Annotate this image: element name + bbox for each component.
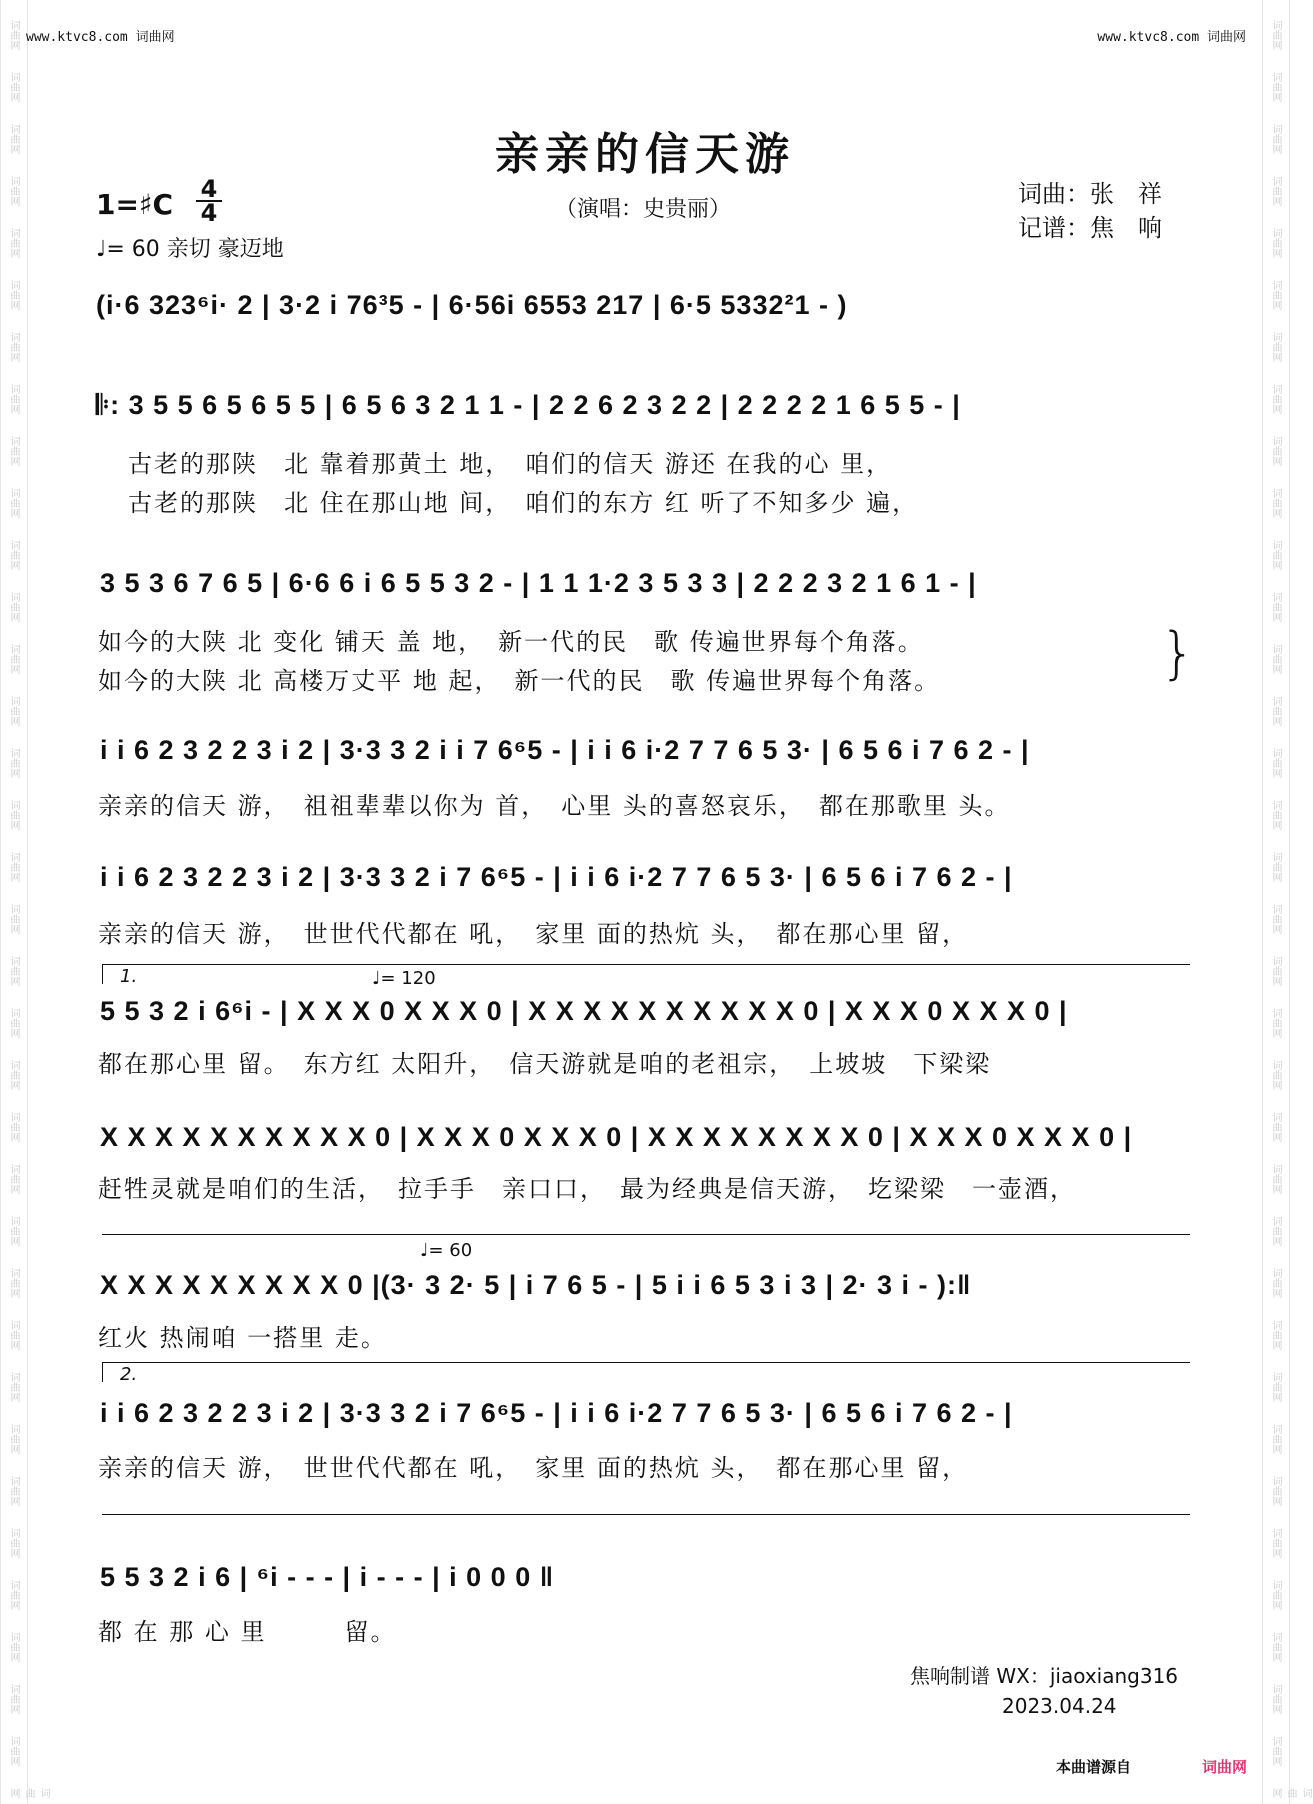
side-watermark-text: 词曲网 — [8, 1580, 19, 1610]
side-watermark-text: 词曲网 — [1270, 124, 1281, 154]
staff-line-3: i i 6 2 3 2 2 3 i 2 | 3·3 3 2 i i 7 6⁶5 - | i i 6 i·2 7 7 6 5 3· | 6 5 6 i 7 6 2 - | — [100, 735, 1030, 765]
singer-credit: （演唱：史贵丽） — [555, 197, 732, 222]
arrangement-date: 2023.04.24 — [1002, 1694, 1117, 1718]
side-watermark-text: 词曲网 — [1270, 852, 1281, 882]
side-watermark-text: 词曲网 — [8, 176, 19, 206]
side-watermark-text: 词曲网 — [1270, 956, 1281, 986]
lyric-line-2b: 如今的大陕 北 高楼万丈平 地 起， 新一代的民 歌 传遍世界每个角落。 — [98, 667, 941, 695]
side-watermark-text: 词曲网 — [1270, 1008, 1281, 1038]
side-watermark-text: 词曲网 — [1270, 332, 1281, 362]
volta-1-extension — [102, 1234, 1190, 1235]
staff-line-8: i i 6 2 3 2 2 3 i 2 | 3·3 3 2 i 7 6⁶5 - | i i 6 i·2 7 7 6 5 3· | 6 5 6 i 7 6 2 - | — [100, 1398, 1013, 1428]
side-watermark-text: 词曲网 — [8, 1372, 19, 1402]
key-signature: 1=♯C — [96, 188, 174, 221]
side-watermark-text: 词曲网 — [1270, 904, 1281, 934]
source-label: 本曲谱源自 — [1056, 1758, 1132, 1776]
lyric-line-5: 都在那心里 留。 东方红 太阳升， 信天游就是咱的老祖宗， 上坡坡 下梁梁 — [98, 1050, 992, 1078]
side-watermark-text: 词曲网 — [1270, 696, 1281, 726]
side-watermark-text: 词曲网 — [8, 748, 19, 778]
side-watermark-text: 词曲网 — [8, 72, 19, 102]
left-watermark-strip — [0, 0, 49, 1804]
staff-line-2: 3 5 3 6 7 6 5 | 6·6 6 i 6 5 5 3 2 - | 1 1 1·2 3 5 3 3 | 2 2 2 3 2 1 6 1 - | — [100, 568, 977, 598]
tempo-change-60: ♩= 60 — [420, 1240, 473, 1261]
tempo-change-120: ♩= 120 — [372, 968, 436, 989]
side-watermark-text: 词曲网 — [8, 592, 19, 622]
time-sig-bottom: 4 — [196, 200, 222, 224]
side-watermark-text: 词曲网 — [8, 1788, 49, 1798]
side-watermark-text: 词曲网 — [1270, 800, 1281, 830]
side-watermark-text: 词曲网 — [1270, 1632, 1281, 1662]
side-watermark-text: 词曲网 — [8, 384, 19, 414]
watermark-left: www.ktvc8.com 词曲网 — [26, 30, 175, 45]
volta-2-hook — [102, 1362, 103, 1382]
side-watermark-text: 词曲网 — [1270, 1528, 1281, 1558]
side-watermark-text: 词曲网 — [1270, 384, 1281, 414]
side-watermark-text: 词曲网 — [1270, 1580, 1281, 1610]
side-watermark-text: 词曲网 — [1270, 1788, 1311, 1798]
side-watermark-text: 词曲网 — [8, 1216, 19, 1246]
source-site-link[interactable]: 词曲网 — [1202, 1758, 1248, 1776]
staff-line-1: 𝄆: 3 5 5 6 5 6 5 5 | 6 5 6 3 2 1 1 - | 2 2 6 2 3 2 2 | 2 2 2 2 1 6 5 5 - | — [96, 390, 961, 420]
lyric-line-2a: 如今的大陕 北 变化 铺天 盖 地， 新一代的民 歌 传遍世界每个角落。 — [98, 628, 924, 656]
side-watermark-text: 词曲网 — [8, 956, 19, 986]
side-watermark-text: 词曲网 — [1270, 280, 1281, 310]
side-watermark-text: 词曲网 — [1270, 1216, 1281, 1246]
side-watermark-text: 词曲网 — [1270, 1320, 1281, 1350]
side-watermark-text: 词曲网 — [8, 644, 19, 674]
staff-line-5: 5 5 3 2 i 6⁶i - | X X X 0 X X X 0 | X X X X X X X X X X 0 | X X X 0 X X X 0 | — [100, 996, 1068, 1026]
repeat-brace: } — [1160, 621, 1196, 686]
side-watermark-text: 词曲网 — [1270, 1372, 1281, 1402]
side-watermark-text: 词曲网 — [8, 852, 19, 882]
side-watermark-text: 词曲网 — [1270, 540, 1281, 570]
side-watermark-text: 词曲网 — [1270, 1060, 1281, 1090]
side-watermark-text: 词曲网 — [1270, 1164, 1281, 1194]
volta-2-label: 2. — [120, 1364, 138, 1385]
time-signature — [196, 175, 222, 227]
lyric-line-3: 亲亲的信天 游， 祖祖辈辈以你为 首， 心里 头的喜怒哀乐， 都在那歌里 头。 — [98, 792, 1011, 820]
lyric-line-9: 都 在 那 心 里 留。 — [98, 1618, 397, 1646]
side-watermark-text: 词曲网 — [8, 540, 19, 570]
side-watermark-text: 词曲网 — [1270, 644, 1281, 674]
side-watermark-text: 词曲网 — [8, 1736, 19, 1766]
side-watermark-text: 词曲网 — [1270, 1112, 1281, 1142]
side-watermark-text: 词曲网 — [1270, 1684, 1281, 1714]
side-watermark-text: 词曲网 — [8, 800, 19, 830]
side-watermark-text: 词曲网 — [8, 1112, 19, 1142]
side-watermark-text: 词曲网 — [8, 1164, 19, 1194]
side-watermark-text: 词曲网 — [1270, 1424, 1281, 1454]
side-watermark-text: 词曲网 — [8, 20, 19, 50]
side-watermark-text: 词曲网 — [8, 1632, 19, 1662]
right-watermark-strip — [1262, 0, 1311, 1804]
side-watermark-text: 词曲网 — [8, 696, 19, 726]
side-watermark-text: 词曲网 — [1270, 1476, 1281, 1506]
volta-1-bracket — [102, 964, 1190, 965]
lyric-line-6: 赶牲灵就是咱们的生活， 拉手手 亲口口， 最为经典是信天游， 圪梁梁 一壶酒， — [98, 1175, 1076, 1203]
side-watermark-text: 词曲网 — [8, 228, 19, 258]
volta-2-bracket — [102, 1362, 1190, 1363]
staff-line-intro: (i·6 323⁶i· 2 | 3·2 i 76³5 - | 6·56i 6553 217 | 6·5 5332²1 - ) — [96, 290, 848, 320]
lyric-line-8: 亲亲的信天 游， 世世代代都在 吼， 家里 面的热炕 头， 都在那心里 留， — [98, 1454, 969, 1482]
side-watermark-text: 词曲网 — [8, 1684, 19, 1714]
staff-line-7: X X X X X X X X X 0 |(3· 3 2· 5 | i 7 6 5 - | 5 i i 6 5 3 i 3 | 2· 3 i - ):‖ — [100, 1270, 972, 1300]
staff-line-6: X X X X X X X X X X 0 | X X X 0 X X X 0 | X X X X X X X X 0 | X X X 0 X X X 0 | — [100, 1122, 1133, 1152]
arranger-credit: 焦响制谱 WX：jiaoxiang316 — [910, 1664, 1179, 1688]
notation-credit: 记谱：焦 响 — [1018, 214, 1162, 242]
side-watermark-text: 词曲网 — [1270, 436, 1281, 466]
side-watermark-text: 词曲网 — [1270, 1736, 1281, 1766]
side-watermark-text: 词曲网 — [8, 1060, 19, 1090]
time-sig-top: 4 — [200, 175, 218, 203]
volta-1-label: 1. — [120, 966, 138, 987]
side-watermark-text: 词曲网 — [8, 1268, 19, 1298]
side-watermark-text: 词曲网 — [8, 1476, 19, 1506]
volta-1-hook — [102, 964, 103, 984]
lyric-line-7: 红火 热闹咱 一搭里 走。 — [98, 1324, 387, 1352]
staff-line-9: 5 5 3 2 i 6 | ⁶i - - - | i - - - | i 0 0 0 ‖ — [100, 1562, 555, 1592]
side-watermark-text: 词曲网 — [1270, 176, 1281, 206]
volta-2-extension — [102, 1514, 1190, 1515]
side-watermark-text: 词曲网 — [1270, 228, 1281, 258]
side-watermark-text: 词曲网 — [8, 280, 19, 310]
side-watermark-text: 词曲网 — [1270, 72, 1281, 102]
side-watermark-text: 词曲网 — [1270, 592, 1281, 622]
side-watermark-text: 词曲网 — [1270, 1268, 1281, 1298]
side-watermark-text: 词曲网 — [8, 1528, 19, 1558]
watermark-right: www.ktvc8.com 词曲网 — [1097, 30, 1246, 45]
side-watermark-text: 词曲网 — [1270, 748, 1281, 778]
side-watermark-text: 词曲网 — [8, 488, 19, 518]
side-watermark-text: 词曲网 — [8, 1424, 19, 1454]
side-watermark-text: 词曲网 — [8, 436, 19, 466]
tempo-marking: ♩= 60 亲切 豪迈地 — [96, 237, 284, 262]
lyrics-music-credit: 词曲：张 祥 — [1018, 180, 1162, 208]
lyric-line-4: 亲亲的信天 游， 世世代代都在 吼， 家里 面的热炕 头， 都在那心里 留， — [98, 920, 969, 948]
side-watermark-text: 词曲网 — [1270, 20, 1281, 50]
side-watermark-text: 词曲网 — [8, 124, 19, 154]
staff-line-4: i i 6 2 3 2 2 3 i 2 | 3·3 3 2 i 7 6⁶5 - | i i 6 i·2 7 7 6 5 3· | 6 5 6 i 7 6 2 - | — [100, 862, 1013, 892]
lyric-line-1b: 古老的那陕 北 住在那山地 间， 咱们的东方 红 听了不知多少 遍， — [128, 489, 919, 517]
song-title: 亲亲的信天游 — [495, 129, 795, 180]
side-watermark-text: 词曲网 — [8, 1320, 19, 1350]
side-watermark-text: 词曲网 — [8, 1008, 19, 1038]
side-watermark-text: 词曲网 — [8, 904, 19, 934]
lyric-line-1a: 古老的那陕 北 靠着那黄土 地， 咱们的信天 游还 在我的心 里， — [128, 450, 893, 478]
side-watermark-text: 词曲网 — [8, 332, 19, 362]
side-watermark-text: 词曲网 — [1270, 488, 1281, 518]
